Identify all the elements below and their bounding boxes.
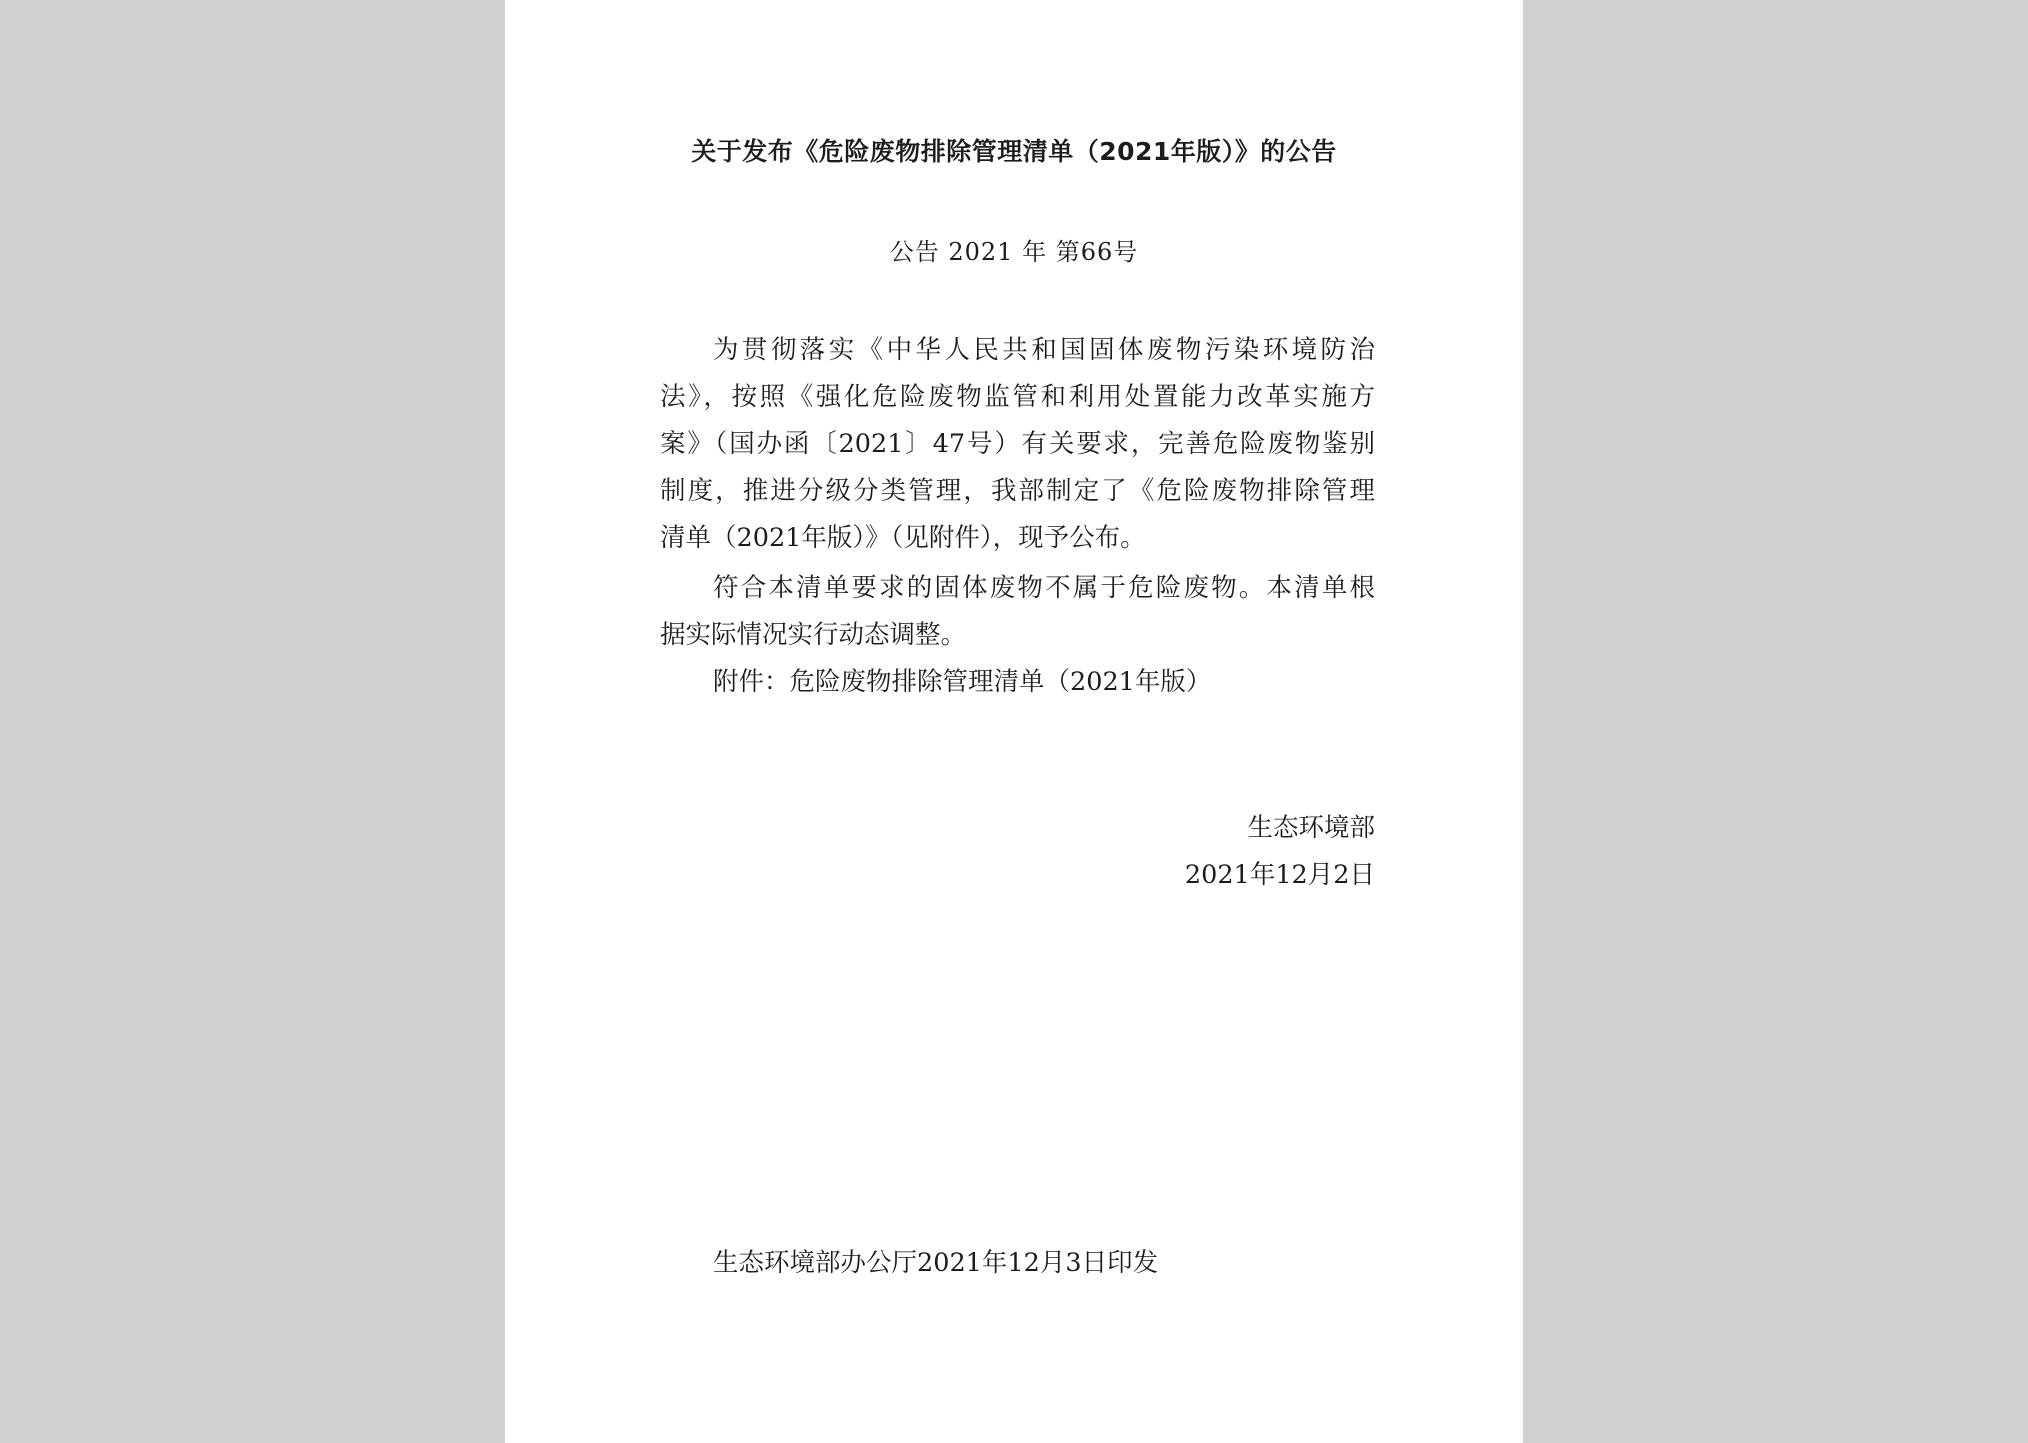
document-number: 公告 2021 年 第66号 [889, 238, 1139, 266]
paragraph-line: 据实际情况实行动态调整。 [660, 620, 967, 650]
paragraph-line: 为贯彻落实《中华人民共和国固体废物污染环境防治 [713, 335, 1375, 365]
paragraph-line: 制度，推进分级分类管理，我部制定了《危险废物排除管理 [660, 476, 1375, 506]
issue-footer: 生态环境部办公厅2021年12月3日印发 [713, 1248, 1159, 1278]
paragraph-line: 案》（国办函〔2021〕47号）有关要求，完善危险废物鉴别 [660, 429, 1375, 459]
signature-date: 2021年12月2日 [1184, 860, 1375, 890]
document-page [505, 0, 1523, 1443]
paragraph-line: 符合本清单要求的固体废物不属于危险废物。本清单根 [713, 573, 1375, 603]
paragraph-line: 清单（2021年版）》（见附件），现予公布。 [660, 523, 1146, 553]
signature-org: 生态环境部 [1247, 813, 1375, 843]
paragraph-line: 法》，按照《强化危险废物监管和利用处置能力改革实施方 [660, 382, 1375, 412]
attachment-line: 附件：危险废物排除管理清单（2021年版） [713, 667, 1212, 697]
document-title: 关于发布《危险废物排除管理清单（2021年版）》的公告 [691, 137, 1337, 166]
